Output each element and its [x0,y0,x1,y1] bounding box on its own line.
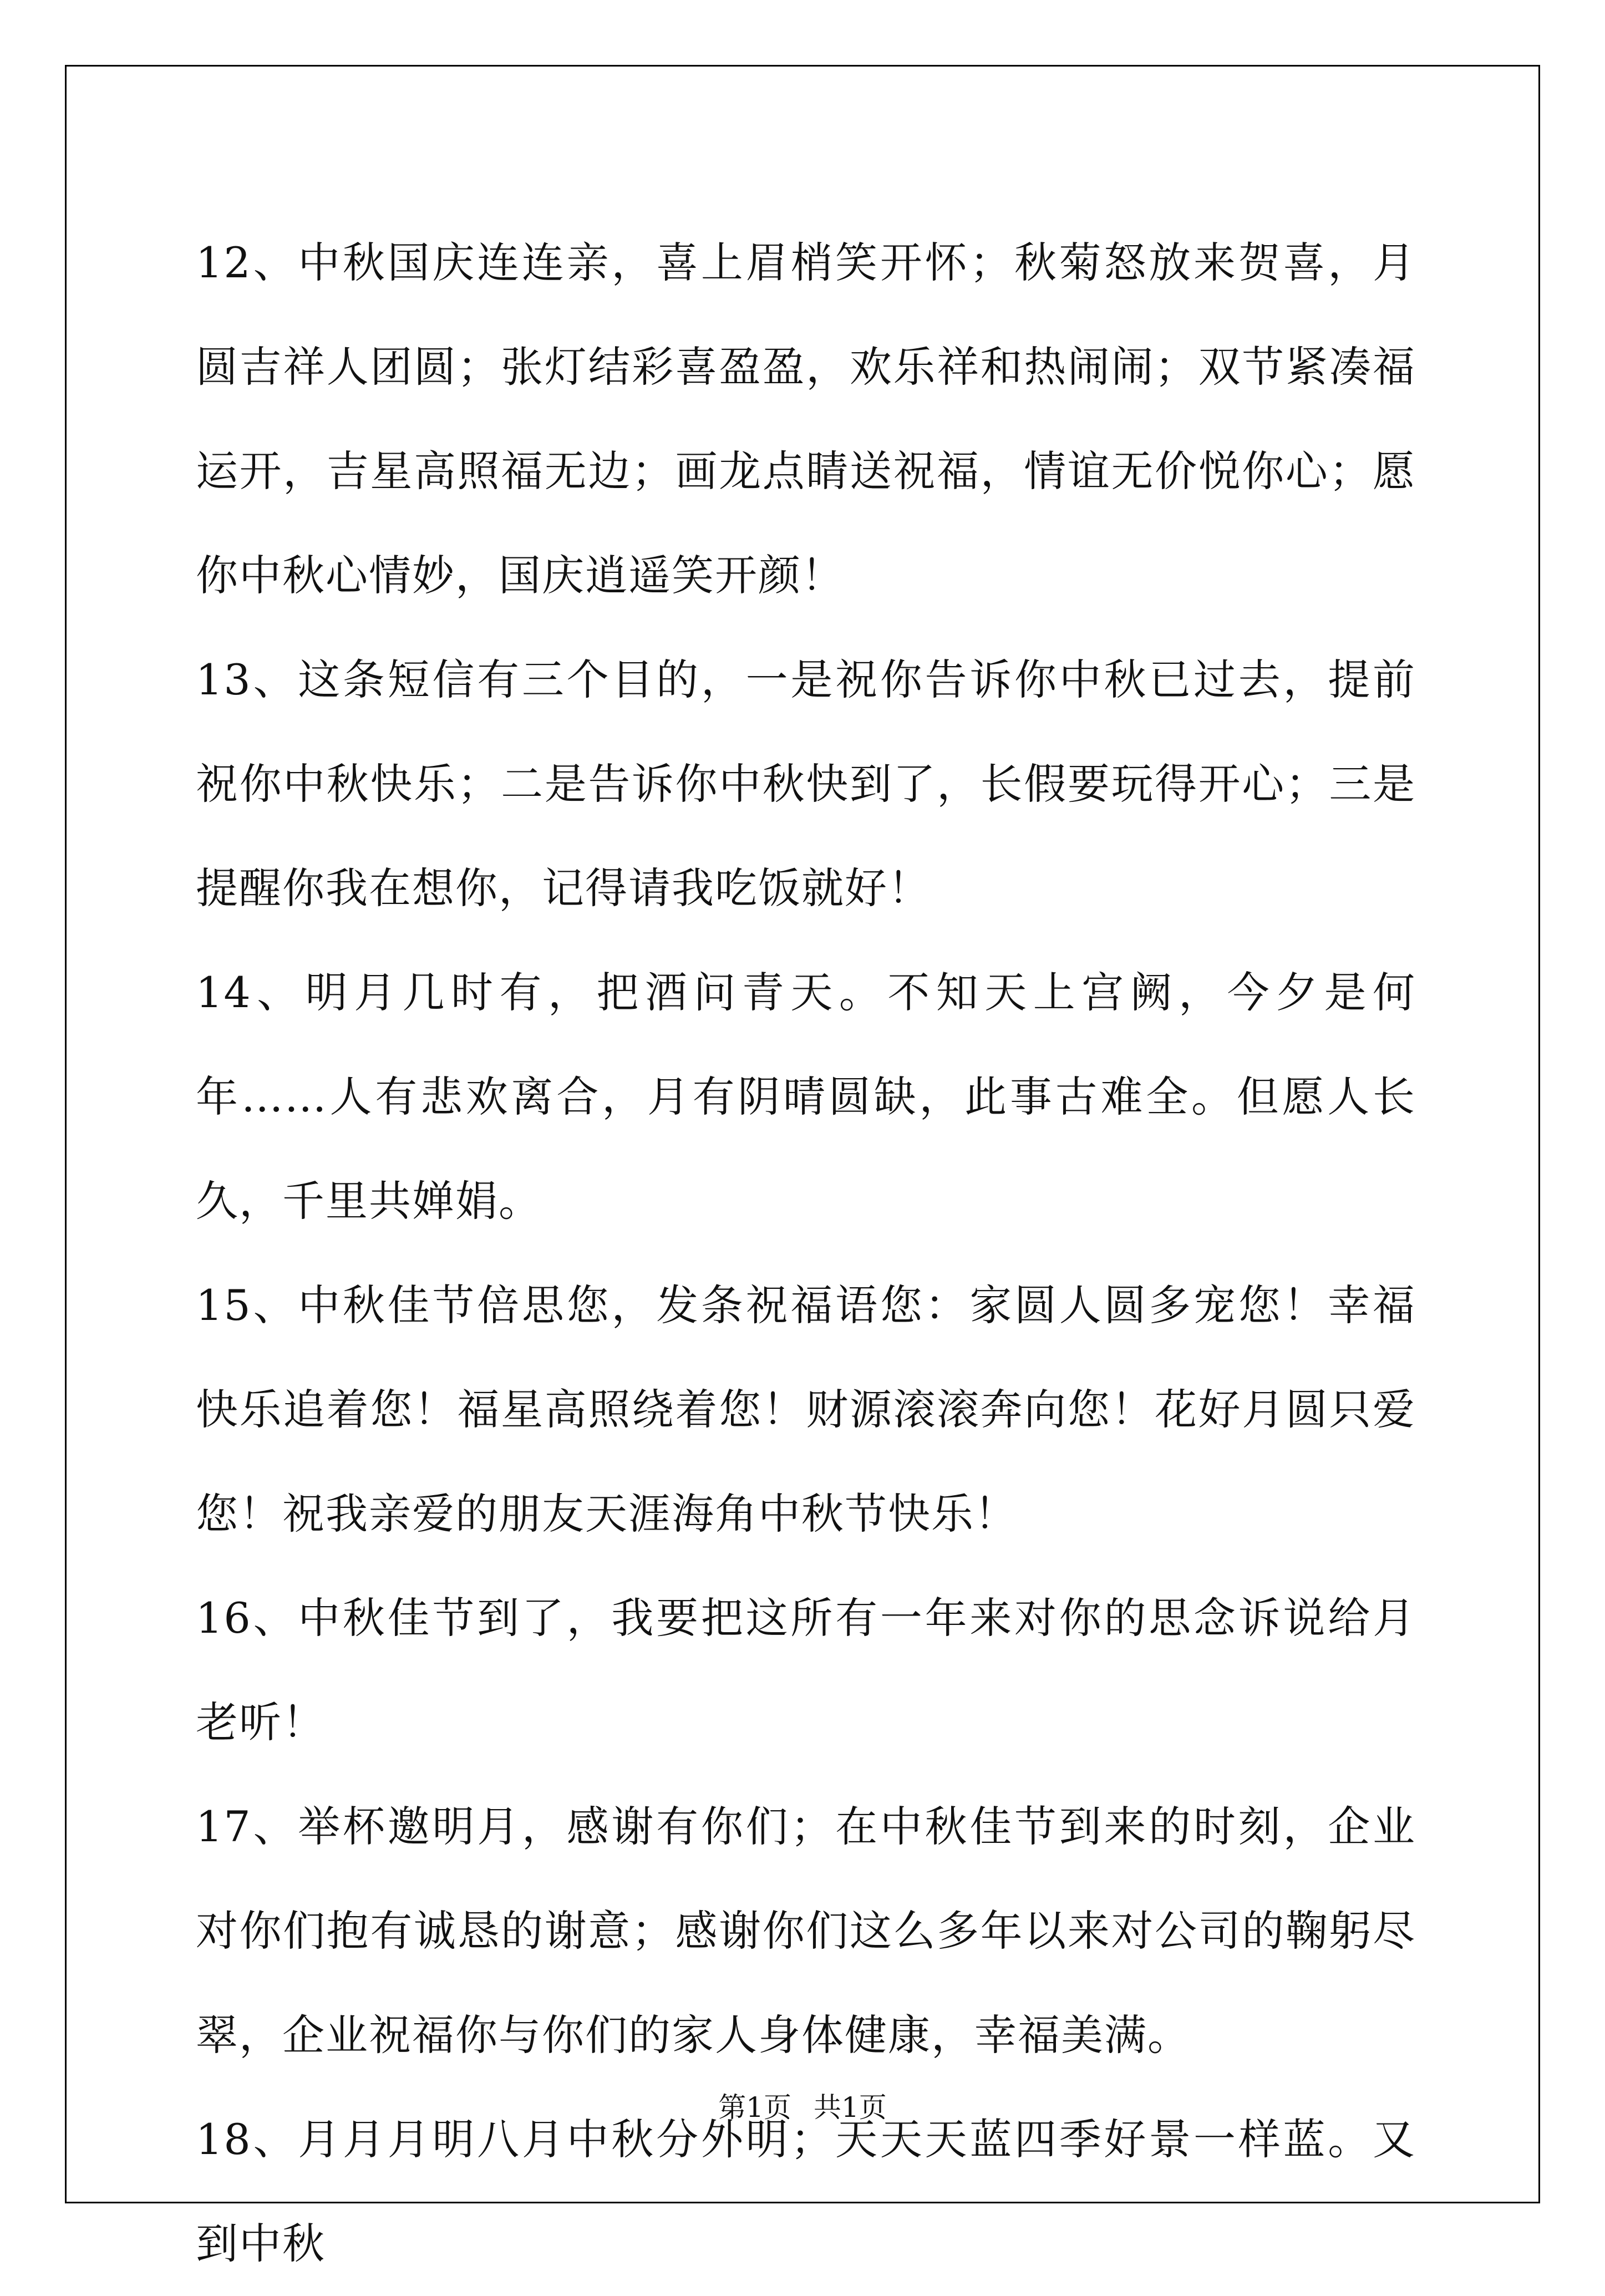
paragraph-12: 12、中秋国庆连连亲，喜上眉梢笑开怀；秋菊怒放来贺喜，月圆吉祥人团圆；张灯结彩喜盈盈，欢乐祥和热闹闹；双节紧凑福运开，吉星高照福无边；画龙点睛送祝福，情谊无价悦你心；愿你中秋心情妙，国庆逍遥笑开颜！ [196,238,1416,600]
paragraph-18: 18、月月月明八月中秋分外明；天天天蓝四季好景一样蓝。又到中秋 [196,2115,1416,2268]
page-number-current: 第1页 [718,2091,791,2124]
page-number-total: 共1页 [814,2091,887,2124]
page-footer [0,2091,1605,2124]
paragraph-13: 13、这条短信有三个目的，一是祝你告诉你中秋已过去，提前祝你中秋快乐；二是告诉你中秋快到了，长假要玩得开心；三是提醒你我在想你，记得请我吃饭就好！ [196,655,1416,913]
document-body [196,211,1416,2296]
paragraph-16: 16、中秋佳节到了，我要把这所有一年来对你的思念诉说给月老听！ [196,1593,1416,1747]
paragraph-14: 14、明月几时有，把酒问青天。不知天上宫阙，今夕是何年……人有悲欢离合，月有阴晴圆缺，此事古难全。但愿人长久，千里共婵娟。 [196,968,1416,1226]
paragraph-15: 15、中秋佳节倍思您，发条祝福语您：家圆人圆多宠您！幸福快乐追着您！福星高照绕着您！财源滚滚奔向您！花好月圆只爱您！祝我亲爱的朋友天涯海角中秋节快乐！ [196,1281,1416,1538]
paragraph-17: 17、举杯邀明月，感谢有你们；在中秋佳节到来的时刻，企业对你们抱有诚恳的谢意；感谢你们这么多年以来对公司的鞠躬尽翠，企业祝福你与你们的家人身体健康，幸福美满。 [196,1802,1416,2060]
